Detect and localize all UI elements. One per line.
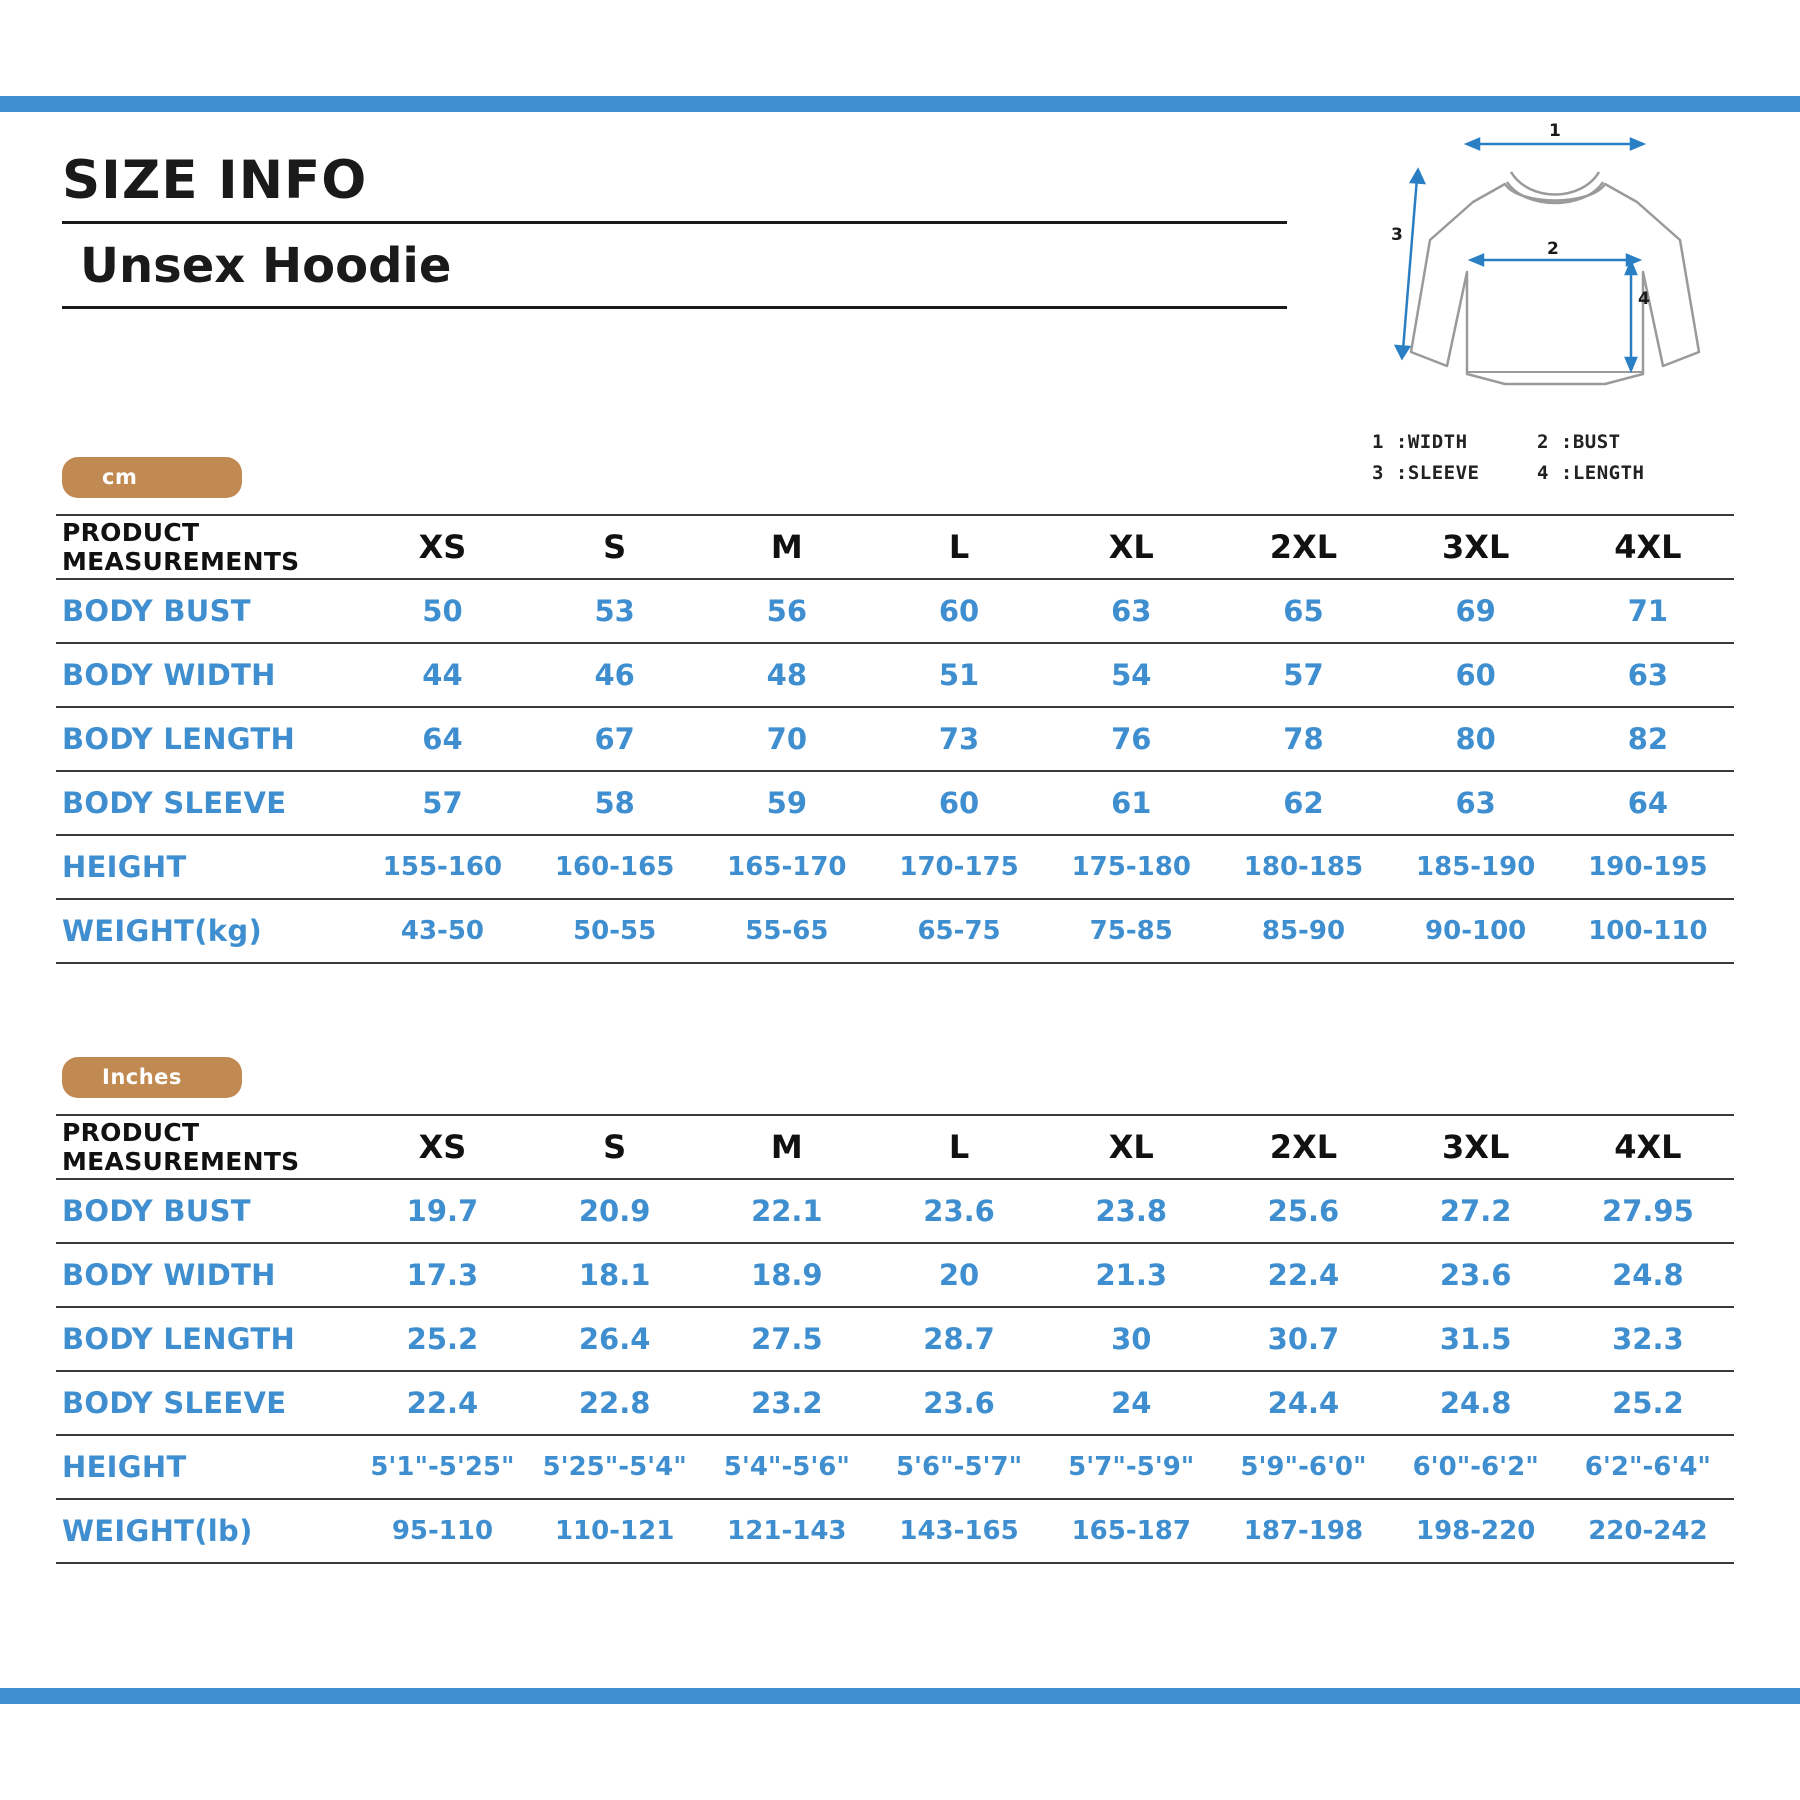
cell: 64 — [1562, 771, 1734, 835]
header-size-4xl: 4XL — [1562, 1115, 1734, 1179]
cell: 62 — [1217, 771, 1389, 835]
cell: 22.8 — [529, 1371, 701, 1435]
cell: 220-242 — [1562, 1499, 1734, 1563]
cell: 25.2 — [1562, 1371, 1734, 1435]
header-size-s: S — [529, 1115, 701, 1179]
legend-2-bust: 2 :BUST — [1537, 431, 1621, 453]
cell: 175-180 — [1045, 835, 1217, 899]
cell: 82 — [1562, 707, 1734, 771]
table-row — [56, 707, 1734, 771]
title-block — [62, 150, 1292, 309]
marker-1: 1 — [1549, 122, 1561, 141]
unit-badge-inches: Inches — [62, 1057, 242, 1098]
cell: 63 — [1390, 771, 1562, 835]
cell: 160-165 — [529, 835, 701, 899]
cell: 56 — [701, 579, 873, 643]
cell: 165-187 — [1045, 1499, 1217, 1563]
header-size-s: S — [529, 515, 701, 579]
header-size-xl: XL — [1045, 515, 1217, 579]
header-measurements: PRODUCT MEASUREMENTS — [56, 1115, 356, 1179]
cell: 63 — [1562, 643, 1734, 707]
cell: 100-110 — [1562, 899, 1734, 963]
cell: 24 — [1045, 1371, 1217, 1435]
cell: 20.9 — [529, 1179, 701, 1243]
cell: 31.5 — [1390, 1307, 1562, 1371]
cell: 27.5 — [701, 1307, 873, 1371]
cell: 76 — [1045, 707, 1217, 771]
cell: 6'0"-6'2" — [1390, 1435, 1562, 1499]
header-size-m: M — [701, 515, 873, 579]
cell: 26.4 — [529, 1307, 701, 1371]
cell: 57 — [356, 771, 528, 835]
cell: 48 — [701, 643, 873, 707]
cell: 60 — [1390, 643, 1562, 707]
cell: 57 — [1217, 643, 1389, 707]
cell: 50-55 — [529, 899, 701, 963]
cell: 18.9 — [701, 1243, 873, 1307]
table-row — [56, 1499, 1734, 1563]
cell: 44 — [356, 643, 528, 707]
row-label: BODY BUST — [56, 1179, 356, 1243]
cell: 73 — [873, 707, 1045, 771]
cell: 27.95 — [1562, 1179, 1734, 1243]
table-row — [56, 771, 1734, 835]
cell: 23.2 — [701, 1371, 873, 1435]
cell: 20 — [873, 1243, 1045, 1307]
cell: 23.6 — [873, 1371, 1045, 1435]
cell: 78 — [1217, 707, 1389, 771]
row-label: BODY BUST — [56, 579, 356, 643]
cell: 23.6 — [1390, 1243, 1562, 1307]
cell: 5'1"-5'25" — [356, 1435, 528, 1499]
cell: 50 — [356, 579, 528, 643]
cell: 110-121 — [529, 1499, 701, 1563]
cell: 53 — [529, 579, 701, 643]
cell: 165-170 — [701, 835, 873, 899]
cell: 71 — [1562, 579, 1734, 643]
cell: 187-198 — [1217, 1499, 1389, 1563]
cell: 75-85 — [1045, 899, 1217, 963]
cell: 5'4"-5'6" — [701, 1435, 873, 1499]
cell: 90-100 — [1390, 899, 1562, 963]
row-label: BODY SLEEVE — [56, 771, 356, 835]
row-label: BODY SLEEVE — [56, 1371, 356, 1435]
cell: 32.3 — [1562, 1307, 1734, 1371]
cell: 64 — [356, 707, 528, 771]
table-row — [56, 835, 1734, 899]
cell: 69 — [1390, 579, 1562, 643]
header-size-xs: XS — [356, 1115, 528, 1179]
header-size-l: L — [873, 515, 1045, 579]
row-label: WEIGHT(lb) — [56, 1499, 356, 1563]
legend-1-width: 1 :WIDTH — [1372, 431, 1468, 453]
cell: 24.8 — [1390, 1371, 1562, 1435]
cell: 67 — [529, 707, 701, 771]
cell: 6'2"-6'4" — [1562, 1435, 1734, 1499]
legend-3-sleeve: 3 :SLEEVE — [1372, 462, 1480, 484]
page-title: SIZE INFO — [62, 150, 368, 211]
cell: 61 — [1045, 771, 1217, 835]
cell: 23.6 — [873, 1179, 1045, 1243]
cell: 30 — [1045, 1307, 1217, 1371]
cell: 60 — [873, 771, 1045, 835]
title-divider-bottom — [62, 306, 1287, 309]
header-size-4xl: 4XL — [1562, 515, 1734, 579]
header-size-m: M — [701, 1115, 873, 1179]
cell: 51 — [873, 643, 1045, 707]
cell: 180-185 — [1217, 835, 1389, 899]
legend-row — [1372, 427, 1772, 458]
row-label: HEIGHT — [56, 1435, 356, 1499]
cell: 58 — [529, 771, 701, 835]
cell: 18.1 — [529, 1243, 701, 1307]
cell: 28.7 — [873, 1307, 1045, 1371]
cell: 22.1 — [701, 1179, 873, 1243]
cell: 24.8 — [1562, 1243, 1734, 1307]
table-row — [56, 643, 1734, 707]
table-row — [56, 579, 1734, 643]
table-row — [56, 1307, 1734, 1371]
bottom-accent-bar — [0, 1688, 1800, 1704]
cell: 85-90 — [1217, 899, 1389, 963]
header-size-xl: XL — [1045, 1115, 1217, 1179]
cell: 143-165 — [873, 1499, 1045, 1563]
marker-2: 2 — [1547, 239, 1559, 259]
cell: 30.7 — [1217, 1307, 1389, 1371]
cell: 190-195 — [1562, 835, 1734, 899]
cell: 5'6"-5'7" — [873, 1435, 1045, 1499]
chart-content — [0, 112, 1800, 1688]
cell: 121-143 — [701, 1499, 873, 1563]
cell: 155-160 — [356, 835, 528, 899]
header-measurements: PRODUCT MEASUREMENTS — [56, 515, 356, 579]
cell: 23.8 — [1045, 1179, 1217, 1243]
legend-row — [1372, 458, 1772, 489]
cell: 54 — [1045, 643, 1217, 707]
header-size-3xl: 3XL — [1390, 1115, 1562, 1179]
header-size-l: L — [873, 1115, 1045, 1179]
table-row — [56, 1243, 1734, 1307]
cell: 17.3 — [356, 1243, 528, 1307]
cell: 5'7"-5'9" — [1045, 1435, 1217, 1499]
cell: 25.2 — [356, 1307, 528, 1371]
table-row — [56, 1435, 1734, 1499]
header-size-xs: XS — [356, 515, 528, 579]
table-row — [56, 1179, 1734, 1243]
cell: 46 — [529, 643, 701, 707]
cell: 65 — [1217, 579, 1389, 643]
size-table-cm — [56, 514, 1734, 964]
cell: 19.7 — [356, 1179, 528, 1243]
cell: 22.4 — [356, 1371, 528, 1435]
cell: 63 — [1045, 579, 1217, 643]
cell: 55-65 — [701, 899, 873, 963]
legend-4-length: 4 :LENGTH — [1537, 462, 1645, 484]
diagram-legend — [1372, 427, 1772, 489]
table-row — [56, 1371, 1734, 1435]
marker-3: 3 — [1391, 225, 1403, 245]
header-size-2xl: 2XL — [1217, 1115, 1389, 1179]
cell: 70 — [701, 707, 873, 771]
cell: 95-110 — [356, 1499, 528, 1563]
table-header-row — [56, 1115, 1734, 1179]
row-label: HEIGHT — [56, 835, 356, 899]
cell: 5'9"-6'0" — [1217, 1435, 1389, 1499]
cell: 5'25"-5'4" — [529, 1435, 701, 1499]
page-subtitle: Unsex Hoodie — [80, 238, 452, 294]
cell: 22.4 — [1217, 1243, 1389, 1307]
cell: 21.3 — [1045, 1243, 1217, 1307]
top-accent-bar — [0, 96, 1800, 112]
header-size-2xl: 2XL — [1217, 515, 1389, 579]
table-row — [56, 899, 1734, 963]
row-label: WEIGHT(kg) — [56, 899, 356, 963]
cell: 65-75 — [873, 899, 1045, 963]
cell: 80 — [1390, 707, 1562, 771]
cell: 170-175 — [873, 835, 1045, 899]
cell: 24.4 — [1217, 1371, 1389, 1435]
row-label: BODY LENGTH — [56, 707, 356, 771]
cell: 43-50 — [356, 899, 528, 963]
marker-4: 4 — [1638, 289, 1650, 309]
row-label: BODY WIDTH — [56, 643, 356, 707]
row-label: BODY LENGTH — [56, 1307, 356, 1371]
cell: 25.6 — [1217, 1179, 1389, 1243]
cell: 59 — [701, 771, 873, 835]
row-label: BODY WIDTH — [56, 1243, 356, 1307]
cell: 27.2 — [1390, 1179, 1562, 1243]
cell: 198-220 — [1390, 1499, 1562, 1563]
header-size-3xl: 3XL — [1390, 515, 1562, 579]
size-table-inches — [56, 1114, 1734, 1564]
unit-badge-cm: cm — [62, 457, 242, 498]
cell: 60 — [873, 579, 1045, 643]
cell: 185-190 — [1390, 835, 1562, 899]
table-header-row — [56, 515, 1734, 579]
